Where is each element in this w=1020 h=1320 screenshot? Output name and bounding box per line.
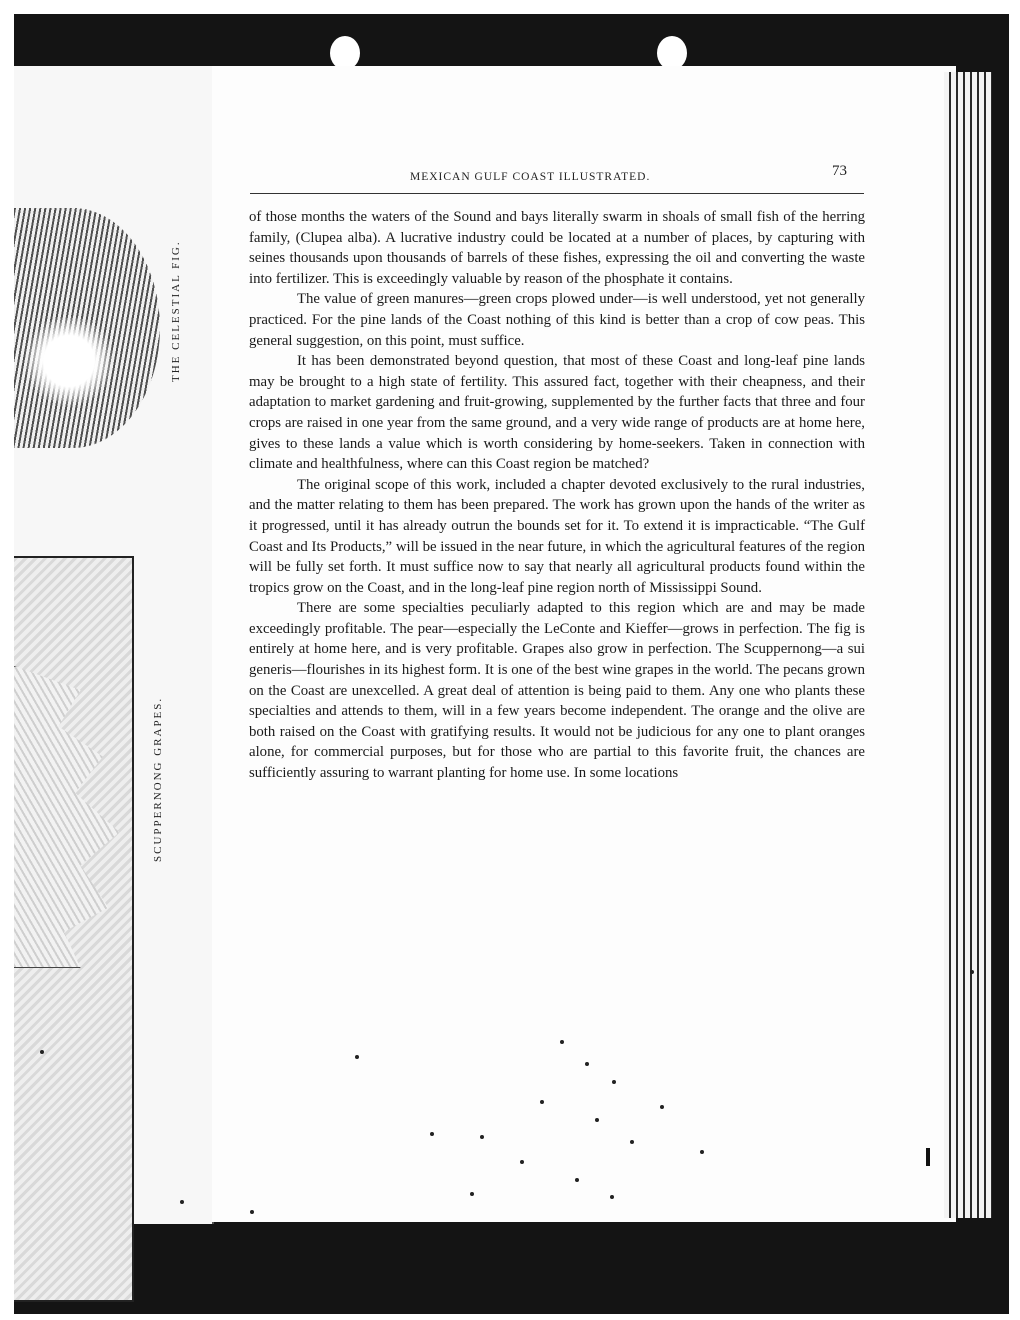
fig-highlight bbox=[24, 316, 114, 406]
body-text bbox=[249, 207, 865, 784]
page-number: 73 bbox=[832, 163, 847, 179]
caption-celestial-fig: THE CELESTIAL FIG. bbox=[170, 240, 182, 382]
page-edges bbox=[944, 72, 992, 1218]
header-rule bbox=[250, 193, 864, 194]
paragraph-5: There are some specialties peculiarly adapted to this region which are and may be made exceedingly profitable. The pear—especially the LeConte and Kieffer—grows in perfection. The fig is entirely at home here, and is very profitable. Grapes also grow in perfection. The Scuppernong—a sui generis—flourishes in its highest form. It is one of the best wine grapes in the world. The pecans grown on the Coast are unexcelled. A great deal of attention is being paid to them. Any one who plants these specialties and attends to them, will in a few years become independent. The orange and the olive are both raised on the Coast with gratifying results. It would not be judicious for any one to plant oranges alone, for commercial purposes, but for those who are partial to this favorite fruit, the chances are sufficiently assuring to warrant planting for home use. In some locations bbox=[249, 600, 865, 782]
left-page bbox=[14, 66, 214, 1224]
caption-scuppernong-grapes: SCUPPERNONG GRAPES. bbox=[152, 696, 164, 862]
paragraph-4: The original scope of this work, included a chapter devoted exclusively to the rural industries, and the matter relating to them has been prepared. The work has grown upon the hands of the writer as it progressed, until it has already outrun the bounds set for it. To extend it is impracticable. “The Gulf Coast and Its Products,” will be issued in the near future, in which the agricultural features of the region will be fully set forth. It must suffice now to say that nearly all agricultural products found within the tropics grow on the Coast, and in the long-leaf pine region north of Mississippi Sound. bbox=[249, 476, 865, 596]
paragraph-3: It has been demonstrated beyond question, that most of these Coast and long-leaf pine lands may be brought to a high state of fertility. This assured fact, together with their cheapness, and their adaptation to market gardening and fruit-growing, supplemented by the further facts that three and four crops are raised in one year from the same ground, and a very wide range of products are at home here, gives to these lands a value which is worth considering by home-seekers. Taken in connection with climate and healthfulness, where can this Coast region be matched? bbox=[249, 353, 865, 473]
paragraph-1: of those months the waters of the Sound and bays literally swarm in shoals of small fish of the herring family, (Clupea alba). A lucrative industry could be located at a number of places, by capturing with seines thousands upon thousands of barrels of these fishes, expressing the oil and converting the waste into fertilizer. This is exceedingly valuable by reason of the phosphate it contains. bbox=[249, 209, 865, 287]
running-head: MEXICAN GULF COAST ILLUSTRATED. bbox=[410, 171, 651, 183]
paragraph-2: The value of green manures—green crops plowed under—is well understood, yet not generally practiced. For the pine lands of the Coast nothing of this kind is better than a crop of cow peas. This general suggestion, on this point, must suffice. bbox=[249, 291, 865, 349]
binder-hole-right bbox=[657, 36, 687, 70]
binder-hole-left bbox=[330, 36, 360, 70]
